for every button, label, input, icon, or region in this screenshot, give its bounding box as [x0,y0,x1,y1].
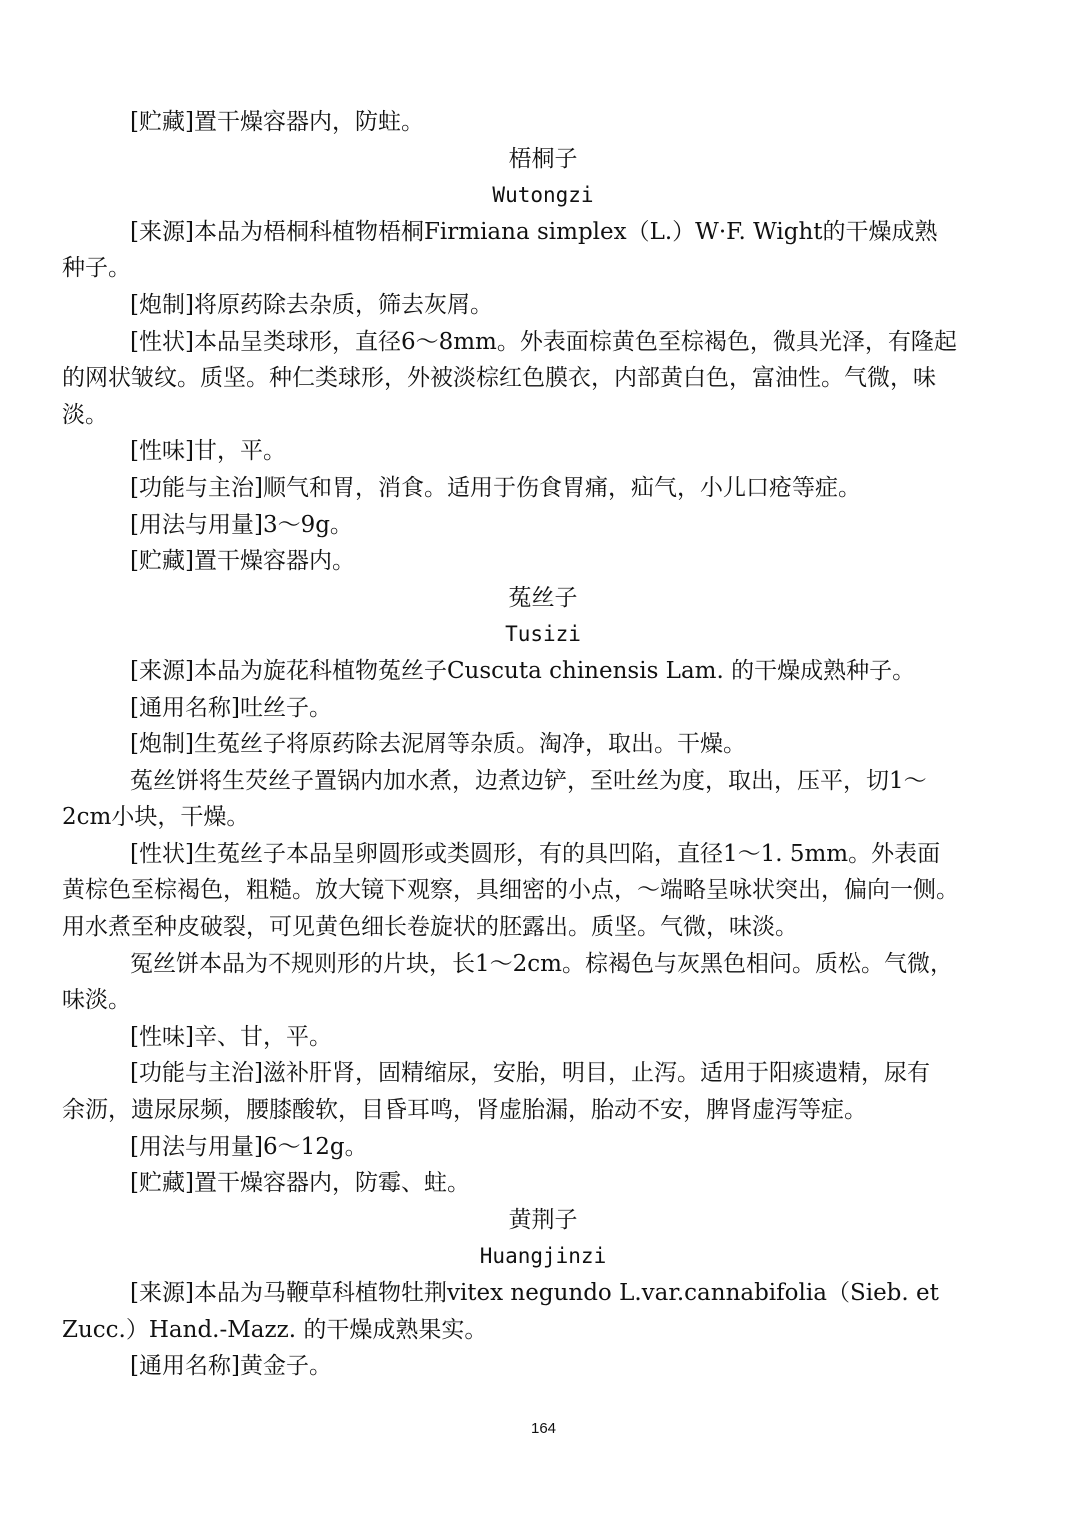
processing-line-cont: 2cm小块，干燥。 [62,804,250,831]
function-line: [功能与主治]顺气和胃，消食。适用于伤食胃痛，疝气，小儿口疮等症。 [130,474,861,501]
description-line: [性状]本品呈类球形，直径6～8mm。外表面棕黄色至棕褐色，微具光泽，有隆起 [130,328,957,355]
document-page [62,104,1024,1385]
processing-line-2: 菟丝饼将生芡丝子置锅内加水煮，边煮边铲，至吐丝为度，取出，压平，切1～ [130,767,927,794]
description-line-cont: 的网状皱纹。质坚。种仁类球形，外被淡棕红色膜衣，内部黄白色，富油性。气微，味 [62,365,936,392]
entry-tusizi [62,580,1024,1202]
storage-line: [贮藏]置干燥容器内，防蛀。 [130,109,424,135]
source-line: [来源]本品为梧桐科植物梧桐Firmiana simplex（L.）W·F. Wight的干燥成熟 [130,218,938,245]
function-line: [功能与主治]滋补肝肾，固精缩尿，安胎，明目，止泻。适用于阳痰遗精，尿有 [130,1060,930,1087]
source-line-cont: 种子。 [62,255,131,282]
entry-title: 梧桐子 [508,145,578,172]
source-line-cont: Zucc.）Hand.-Mazz. 的干燥成熟果实。 [62,1316,488,1343]
entry-title: 菟丝子 [508,584,578,611]
entry-pinyin: Huangjinzi [479,1244,607,1269]
entry-title: 黄荆子 [508,1206,578,1233]
description-line-2: 冤丝饼本品为不规则形的片块，长1～2cm。棕褐色与灰黑色相问。质松。气微， [130,950,953,977]
common-name-line: [通用名称]吐丝子。 [130,694,332,721]
storage-line: [贮藏]置干燥容器内。 [130,548,355,575]
description-line-cont: 黄棕色至棕褐色，粗糙。放大镜下观察，具细密的小点，～端略呈咏状突出，偏向一侧。 [62,877,959,904]
entry-pinyin: Wutongzi [492,183,594,208]
property-line: [性味]辛、甘，平。 [130,1023,332,1050]
dosage-line: [用法与用量]3～9g。 [130,511,353,538]
description-line: [性状]生菟丝子本品呈卵圆形或类圆形，有的具凹陷，直径1～1. 5mm。外表面 [130,840,941,867]
processing-line: [炮制]生菟丝子将原药除去泥屑等杂质。淘净，取出。干燥。 [130,731,746,758]
processing-line: [炮制]将原药除去杂质，筛去灰屑。 [130,291,493,318]
page-number: 164 [530,1420,557,1437]
description-line-cont: 淡。 [62,401,108,428]
description-line-cont: 用水煮至种皮破裂，可见黄色细长卷旋状的胚露出。质坚。气微，味淡。 [62,914,798,941]
entry-huangjinzi [62,1202,1024,1385]
source-line: [来源]本品为旋花科植物菟丝子Cuscuta chinensis Lam. 的干燥成熟种子。 [130,657,916,684]
entry-wutongzi [62,141,1024,580]
dosage-line: [用法与用量]6～12g。 [130,1133,368,1160]
property-line: [性味]甘，平。 [130,438,286,465]
common-name-line: [通用名称]黄金子。 [130,1353,332,1380]
description-line-cont: 味淡。 [62,987,131,1014]
entry-pinyin: Tusizi [505,622,581,647]
storage-line: [贮藏]置干燥容器内，防霉、蛀。 [130,1170,470,1197]
function-line-cont: 余沥，遗尿尿频，腰膝酸软，目昏耳鸣，肾虚胎漏，胎动不安，脾肾虚泻等症。 [62,1097,867,1124]
source-line: [来源]本品为马鞭草科植物牡荆vitex negundo L.var.cannabifolia（Sieb. et [130,1280,939,1306]
